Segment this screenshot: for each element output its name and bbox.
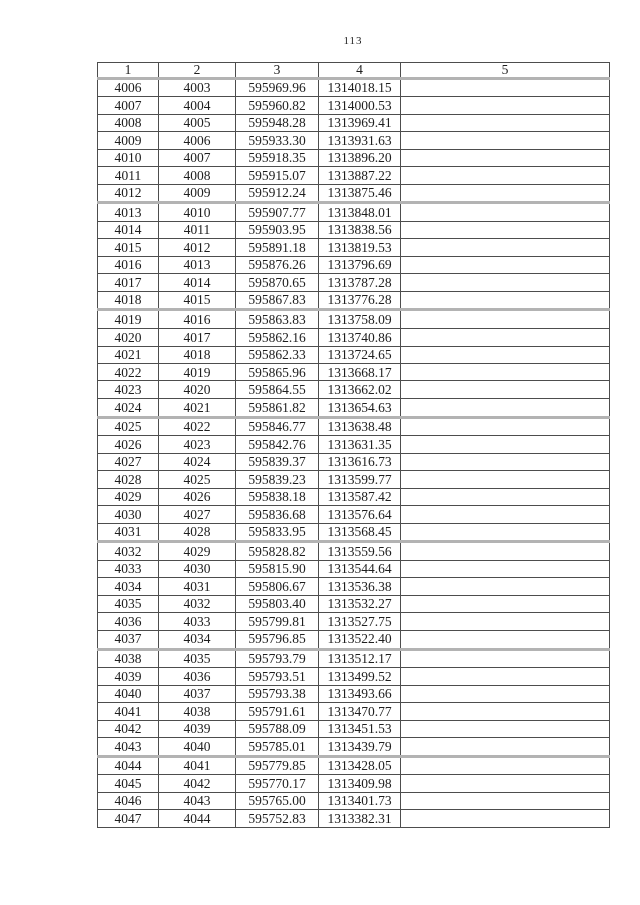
- table-cell: 4006: [98, 78, 159, 97]
- table-cell: [401, 417, 610, 436]
- table-cell: 4017: [98, 274, 159, 291]
- table-row: [98, 274, 610, 291]
- table-cell: 1313522.40: [319, 630, 401, 649]
- table-cell: [401, 720, 610, 737]
- table-row: [98, 595, 610, 612]
- table-cell: 595793.38: [236, 685, 319, 702]
- table-cell: 4008: [159, 167, 236, 184]
- table-cell: 4030: [159, 560, 236, 577]
- table-cell: 595918.35: [236, 149, 319, 166]
- table-cell: 1313527.75: [319, 613, 401, 630]
- table-row: [98, 329, 610, 346]
- table-cell: [401, 738, 610, 757]
- table-row: [98, 97, 610, 114]
- table-cell: 4030: [98, 506, 159, 523]
- table-row: [98, 256, 610, 273]
- table-cell: 4011: [159, 221, 236, 238]
- table-cell: [401, 668, 610, 685]
- table-cell: 4022: [98, 364, 159, 381]
- table-cell: 595865.96: [236, 364, 319, 381]
- table-row: [98, 291, 610, 310]
- table-cell: 1313662.02: [319, 381, 401, 398]
- table-cell: 4016: [159, 310, 236, 329]
- table-cell: 1313875.46: [319, 184, 401, 203]
- table-cell: 595846.77: [236, 417, 319, 436]
- table-cell: 4035: [98, 595, 159, 612]
- table-row: [98, 381, 610, 398]
- table-row: [98, 703, 610, 720]
- table-header-cell: 3: [236, 63, 319, 79]
- table-cell: 4033: [159, 613, 236, 630]
- table-cell: 4034: [98, 578, 159, 595]
- table-row: [98, 239, 610, 256]
- table-cell: [401, 184, 610, 203]
- table-cell: [401, 756, 610, 775]
- table-cell: 595815.90: [236, 560, 319, 577]
- table-cell: 4019: [98, 310, 159, 329]
- table-cell: 1313838.56: [319, 221, 401, 238]
- table-cell: 595870.65: [236, 274, 319, 291]
- table-cell: [401, 221, 610, 238]
- table-header-cell: 4: [319, 63, 401, 79]
- table-cell: 1313787.28: [319, 274, 401, 291]
- table-cell: 595933.30: [236, 132, 319, 149]
- table-cell: 1313499.52: [319, 668, 401, 685]
- table-cell: 4020: [98, 329, 159, 346]
- table-cell: 4010: [98, 149, 159, 166]
- table-cell: 1313544.64: [319, 560, 401, 577]
- table-cell: 595862.33: [236, 346, 319, 363]
- table-cell: [401, 97, 610, 114]
- table-cell: 1313401.73: [319, 792, 401, 809]
- table-cell: 595793.51: [236, 668, 319, 685]
- table-cell: [401, 792, 610, 809]
- table-row: [98, 149, 610, 166]
- table-row: [98, 542, 610, 561]
- table-cell: 4039: [159, 720, 236, 737]
- table-cell: 4009: [159, 184, 236, 203]
- table-cell: 4040: [98, 685, 159, 702]
- table-cell: [401, 595, 610, 612]
- table-cell: [401, 329, 610, 346]
- table-cell: 1313776.28: [319, 291, 401, 310]
- table-cell: 4023: [159, 436, 236, 453]
- table-cell: 1313599.77: [319, 471, 401, 488]
- table-row: [98, 775, 610, 792]
- table-row: [98, 630, 610, 649]
- table-cell: 4018: [98, 291, 159, 310]
- table-cell: 595876.26: [236, 256, 319, 273]
- table-cell: 1313654.63: [319, 398, 401, 417]
- table-cell: 595803.40: [236, 595, 319, 612]
- table-cell: 4024: [159, 453, 236, 470]
- table-cell: 4010: [159, 203, 236, 222]
- table-cell: [401, 346, 610, 363]
- table-row: [98, 398, 610, 417]
- table-cell: 595842.76: [236, 436, 319, 453]
- table-row: [98, 184, 610, 203]
- table-cell: [401, 523, 610, 542]
- table-cell: 595960.82: [236, 97, 319, 114]
- table-row: [98, 488, 610, 505]
- table-cell: [401, 239, 610, 256]
- table-row: [98, 613, 610, 630]
- table-cell: 4038: [98, 649, 159, 668]
- table-cell: 1313796.69: [319, 256, 401, 273]
- table-header-row: [98, 63, 610, 79]
- table-cell: 595796.85: [236, 630, 319, 649]
- table-row: [98, 310, 610, 329]
- table-cell: 595752.83: [236, 810, 319, 828]
- table-cell: 1313568.45: [319, 523, 401, 542]
- table-cell: 4014: [159, 274, 236, 291]
- table-cell: [401, 630, 610, 649]
- table-cell: 4042: [159, 775, 236, 792]
- page-number: 113: [343, 35, 363, 47]
- table-cell: 595839.23: [236, 471, 319, 488]
- table-cell: 595765.00: [236, 792, 319, 809]
- table-cell: 4045: [98, 775, 159, 792]
- table-cell: 4035: [159, 649, 236, 668]
- table-cell: 1313470.77: [319, 703, 401, 720]
- table-cell: 4009: [98, 132, 159, 149]
- table-header-cell: 2: [159, 63, 236, 79]
- table-row: [98, 346, 610, 363]
- table-cell: 1313887.22: [319, 167, 401, 184]
- table-cell: 4026: [98, 436, 159, 453]
- table-cell: 4028: [98, 471, 159, 488]
- table-cell: 4032: [98, 542, 159, 561]
- table-cell: 4003: [159, 78, 236, 97]
- table-cell: [401, 506, 610, 523]
- table-cell: [401, 132, 610, 149]
- table-row: [98, 167, 610, 184]
- table-cell: [401, 685, 610, 702]
- table-cell: 4013: [98, 203, 159, 222]
- table-cell: 4029: [98, 488, 159, 505]
- table-cell: 4039: [98, 668, 159, 685]
- table-cell: 4042: [98, 720, 159, 737]
- table-cell: 595799.81: [236, 613, 319, 630]
- table-row: [98, 471, 610, 488]
- table-cell: 1314000.53: [319, 97, 401, 114]
- table-cell: [401, 649, 610, 668]
- table-cell: 595785.01: [236, 738, 319, 757]
- table-cell: 4015: [98, 239, 159, 256]
- table-cell: 595806.67: [236, 578, 319, 595]
- table-cell: [401, 613, 610, 630]
- table-cell: 595770.17: [236, 775, 319, 792]
- table-row: [98, 132, 610, 149]
- table-cell: 1313576.64: [319, 506, 401, 523]
- table-cell: 4028: [159, 523, 236, 542]
- table-cell: [401, 398, 610, 417]
- table-cell: 4026: [159, 488, 236, 505]
- table-cell: [401, 436, 610, 453]
- table-cell: 595903.95: [236, 221, 319, 238]
- table-row: [98, 810, 610, 828]
- table-cell: 4025: [98, 417, 159, 436]
- table-cell: 595891.18: [236, 239, 319, 256]
- table-cell: [401, 291, 610, 310]
- table-row: [98, 417, 610, 436]
- table-row: [98, 221, 610, 238]
- table-row: [98, 523, 610, 542]
- table-cell: 4027: [159, 506, 236, 523]
- table-cell: 1313638.48: [319, 417, 401, 436]
- table-cell: 4046: [98, 792, 159, 809]
- table-cell: 4032: [159, 595, 236, 612]
- table-cell: 1313931.63: [319, 132, 401, 149]
- table-row: [98, 649, 610, 668]
- table-cell: 4044: [159, 810, 236, 828]
- table-cell: 595793.79: [236, 649, 319, 668]
- table-cell: 595948.28: [236, 114, 319, 131]
- table-cell: 595864.55: [236, 381, 319, 398]
- table-cell: [401, 488, 610, 505]
- table-cell: [401, 274, 610, 291]
- table-row: [98, 668, 610, 685]
- table-cell: 4005: [159, 114, 236, 131]
- table-cell: [401, 453, 610, 470]
- table-cell: 595839.37: [236, 453, 319, 470]
- table-cell: 4004: [159, 97, 236, 114]
- table-cell: 4012: [98, 184, 159, 203]
- table-row: [98, 720, 610, 737]
- table-cell: 1313740.86: [319, 329, 401, 346]
- table-cell: [401, 560, 610, 577]
- table-cell: 4041: [98, 703, 159, 720]
- table-cell: 4036: [159, 668, 236, 685]
- table-cell: 1313428.05: [319, 756, 401, 775]
- table-header-cell: 1: [98, 63, 159, 79]
- table-row: [98, 453, 610, 470]
- table-cell: 4017: [159, 329, 236, 346]
- table-cell: 4008: [98, 114, 159, 131]
- table-cell: 4007: [98, 97, 159, 114]
- table-cell: [401, 364, 610, 381]
- table-cell: [401, 578, 610, 595]
- table-cell: [401, 114, 610, 131]
- table-row: [98, 114, 610, 131]
- table-cell: 4027: [98, 453, 159, 470]
- table-cell: 4037: [159, 685, 236, 702]
- table-cell: [401, 78, 610, 97]
- table-cell: [401, 703, 610, 720]
- table-cell: 4040: [159, 738, 236, 757]
- table-cell: 4044: [98, 756, 159, 775]
- table-cell: 595836.68: [236, 506, 319, 523]
- table-cell: 4033: [98, 560, 159, 577]
- table-cell: 1313536.38: [319, 578, 401, 595]
- data-table: [97, 62, 610, 828]
- table-row: [98, 436, 610, 453]
- table-cell: [401, 256, 610, 273]
- table-row: [98, 756, 610, 775]
- table-row: [98, 685, 610, 702]
- table-cell: 1313758.09: [319, 310, 401, 329]
- table-cell: 1313587.42: [319, 488, 401, 505]
- table-cell: 1313631.35: [319, 436, 401, 453]
- table-cell: 595788.09: [236, 720, 319, 737]
- table-cell: 1313819.53: [319, 239, 401, 256]
- table-cell: 4029: [159, 542, 236, 561]
- table-cell: 1313382.31: [319, 810, 401, 828]
- table-cell: 595867.83: [236, 291, 319, 310]
- table-cell: 4038: [159, 703, 236, 720]
- table-cell: [401, 310, 610, 329]
- table-cell: 595907.77: [236, 203, 319, 222]
- table-cell: 595838.18: [236, 488, 319, 505]
- table-cell: [401, 149, 610, 166]
- table-cell: 595862.16: [236, 329, 319, 346]
- table-cell: 1313896.20: [319, 149, 401, 166]
- table-cell: 4006: [159, 132, 236, 149]
- table-cell: 1313439.79: [319, 738, 401, 757]
- table-cell: 4014: [98, 221, 159, 238]
- table-cell: 1313668.17: [319, 364, 401, 381]
- table-row: [98, 792, 610, 809]
- table-cell: 4011: [98, 167, 159, 184]
- table-cell: 595861.82: [236, 398, 319, 417]
- table-cell: [401, 542, 610, 561]
- table-cell: 4025: [159, 471, 236, 488]
- table-cell: 4015: [159, 291, 236, 310]
- table-row: [98, 506, 610, 523]
- table-cell: 4022: [159, 417, 236, 436]
- table-cell: 4007: [159, 149, 236, 166]
- table-cell: 595915.07: [236, 167, 319, 184]
- table-cell: 4037: [98, 630, 159, 649]
- table-cell: 4047: [98, 810, 159, 828]
- table-cell: 4023: [98, 381, 159, 398]
- table-cell: 4024: [98, 398, 159, 417]
- table-cell: 4012: [159, 239, 236, 256]
- table-row: [98, 738, 610, 757]
- table-cell: 595828.82: [236, 542, 319, 561]
- table-cell: 4043: [98, 738, 159, 757]
- table-cell: 595833.95: [236, 523, 319, 542]
- table-cell: [401, 471, 610, 488]
- table-cell: 1313532.27: [319, 595, 401, 612]
- table-cell: 595779.85: [236, 756, 319, 775]
- table-cell: 4020: [159, 381, 236, 398]
- table-cell: 4031: [98, 523, 159, 542]
- table-cell: 4043: [159, 792, 236, 809]
- table-cell: 595969.96: [236, 78, 319, 97]
- table-row: [98, 203, 610, 222]
- table-cell: 1313969.41: [319, 114, 401, 131]
- table-cell: 4021: [98, 346, 159, 363]
- table-cell: 4013: [159, 256, 236, 273]
- table-cell: 1313848.01: [319, 203, 401, 222]
- table-cell: [401, 810, 610, 828]
- table-row: [98, 364, 610, 381]
- table-row: [98, 578, 610, 595]
- table-cell: [401, 167, 610, 184]
- table-cell: 4034: [159, 630, 236, 649]
- table-cell: 1313493.66: [319, 685, 401, 702]
- table-cell: 4016: [98, 256, 159, 273]
- table-header-cell: 5: [401, 63, 610, 79]
- table-cell: 595791.61: [236, 703, 319, 720]
- table-cell: 4018: [159, 346, 236, 363]
- table-cell: [401, 775, 610, 792]
- table-cell: 1314018.15: [319, 78, 401, 97]
- table-cell: 595912.24: [236, 184, 319, 203]
- table-cell: [401, 381, 610, 398]
- table-row: [98, 78, 610, 97]
- table-cell: 4031: [159, 578, 236, 595]
- table-cell: 1313616.73: [319, 453, 401, 470]
- table-cell: 595863.83: [236, 310, 319, 329]
- table-cell: 4036: [98, 613, 159, 630]
- table-cell: [401, 203, 610, 222]
- table-cell: 1313724.65: [319, 346, 401, 363]
- table-cell: 4041: [159, 756, 236, 775]
- table-cell: 1313409.98: [319, 775, 401, 792]
- table-cell: 4021: [159, 398, 236, 417]
- table-body: [98, 78, 610, 828]
- table-cell: 1313451.53: [319, 720, 401, 737]
- table-cell: 4019: [159, 364, 236, 381]
- table-row: [98, 560, 610, 577]
- table-cell: 1313512.17: [319, 649, 401, 668]
- table-cell: 1313559.56: [319, 542, 401, 561]
